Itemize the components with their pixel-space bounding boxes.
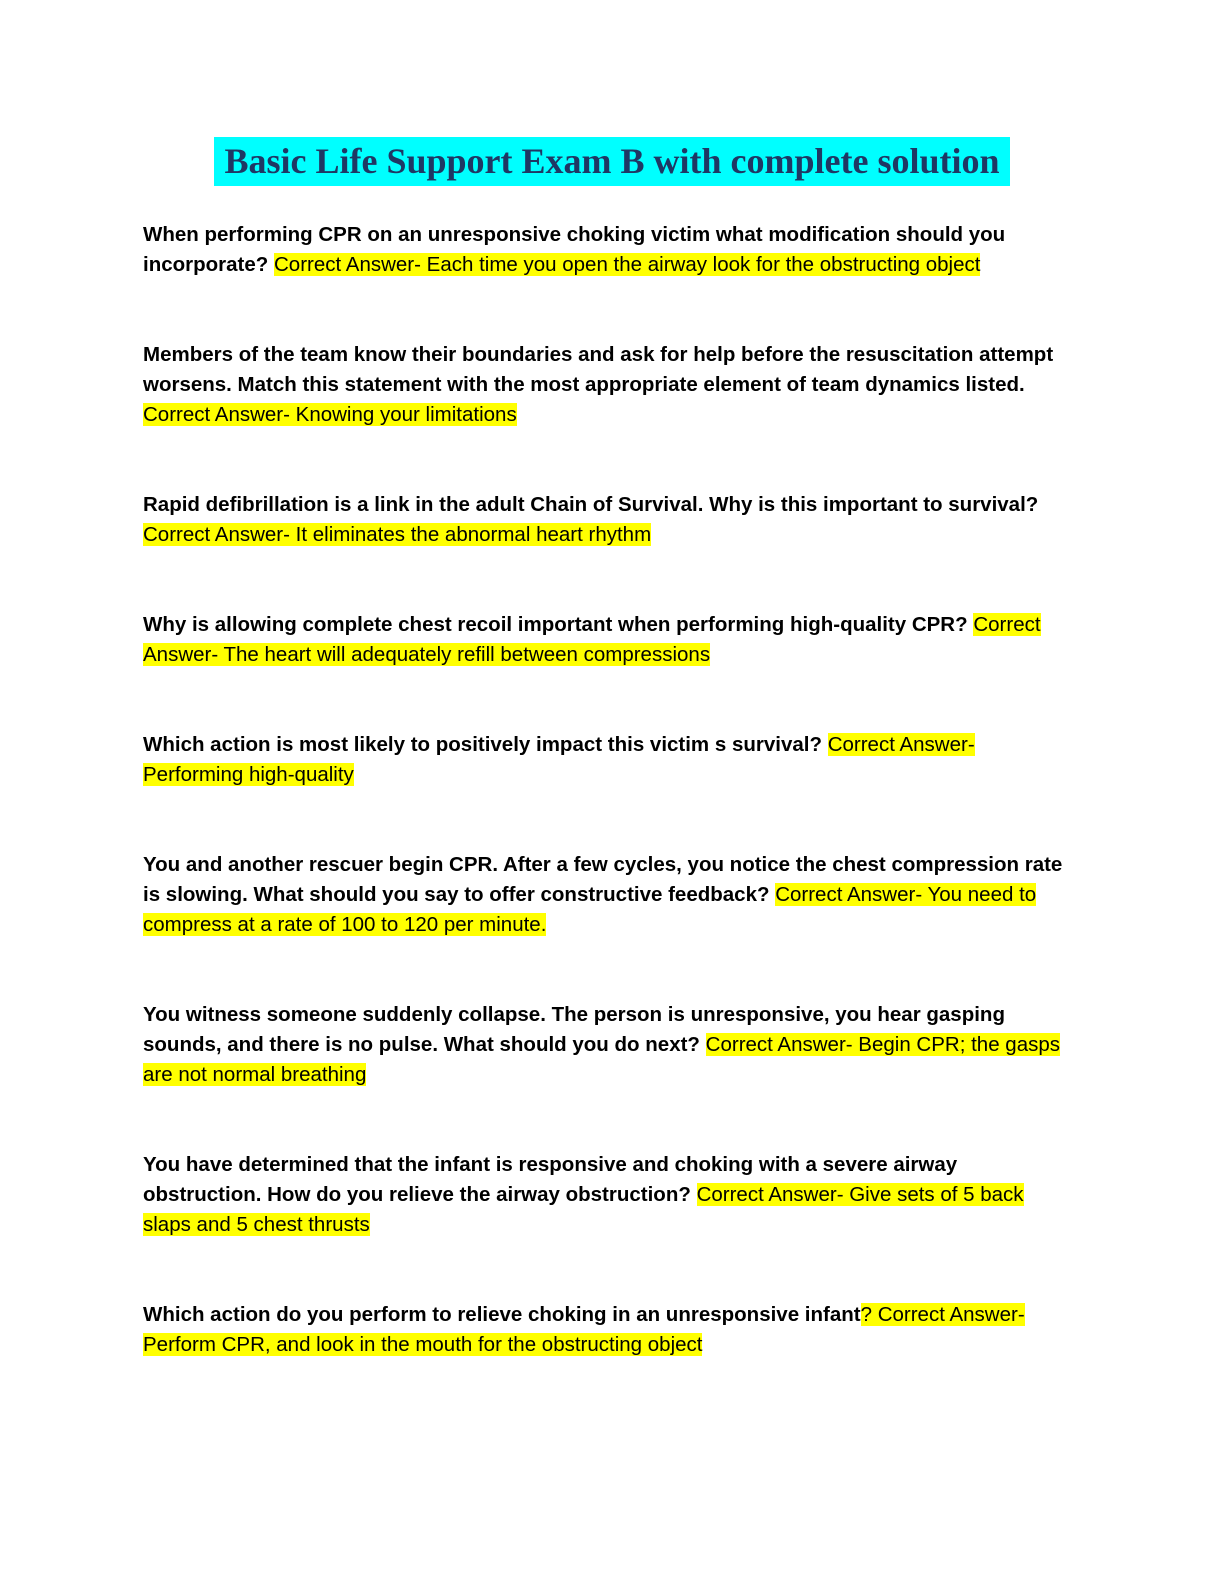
qa-paragraph	[143, 1000, 1073, 1090]
qa-paragraph	[143, 490, 1073, 550]
answer-highlight: Correct Answer- Each time you open the airway look for the obstructing object	[274, 253, 981, 276]
answer-highlight: Correct Answer- Give sets of 5 back slaps and 5 chest thrusts	[143, 1183, 1024, 1236]
qa-paragraph	[143, 730, 1073, 790]
answer-highlight: Correct Answer- You need to compress at a rate of 100 to 120 per minute.	[143, 883, 1037, 936]
qa-paragraph	[143, 1150, 1073, 1240]
question-text: You witness someone suddenly collapse. The person is unresponsive, you hear gasping sounds, and there is no pulse. What should you do next?	[143, 1003, 1005, 1056]
question-answer-separator	[822, 733, 828, 756]
page-title: Basic Life Support Exam B with complete solution	[214, 137, 1009, 186]
question-text: Members of the team know their boundaries and ask for help before the resuscitation attempt worsens. Match this statement with the most appropriate element of team dynamics listed.	[143, 343, 1054, 396]
question-text: Rapid defibrillation is a link in the adult Chain of Survival. Why is this important to survival?	[143, 493, 1039, 516]
question-text: Which action do you perform to relieve choking in an unresponsive infant	[143, 1303, 861, 1326]
qa-paragraph	[143, 1300, 1073, 1360]
answer-highlight: Correct Answer- Begin CPR; the gasps are not normal breathing	[143, 1033, 1061, 1086]
answer-highlight: ? Correct Answer- Perform CPR, and look in the mouth for the obstructing object	[143, 1303, 1025, 1356]
answer-highlight: Correct Answer- The heart will adequately refill between compressions	[143, 613, 1041, 666]
question-text: You have determined that the infant is responsive and choking with a severe airway obstruction. How do you relieve the airway obstruction?	[143, 1153, 958, 1206]
question-answer-separator	[700, 1033, 706, 1056]
title-row	[0, 137, 1224, 186]
question-text: When performing CPR on an unresponsive choking victim what modification should you incorporate?	[143, 223, 1006, 276]
qa-paragraph	[143, 610, 1073, 670]
question-text: You and another rescuer begin CPR. After a few cycles, you notice the chest compression rate is slowing. What should you say to offer constructive feedback?	[143, 853, 1063, 906]
question-text: Why is allowing complete chest recoil important when performing high-quality CPR?	[143, 613, 968, 636]
question-answer-separator	[691, 1183, 697, 1206]
qa-paragraph	[143, 850, 1073, 940]
answer-highlight: Correct Answer- It eliminates the abnormal heart rhythm	[143, 523, 652, 546]
qa-paragraph	[143, 340, 1073, 430]
answer-highlight: Correct Answer- Knowing your limitations	[143, 403, 517, 426]
qa-paragraph	[143, 220, 1073, 280]
answer-highlight: Correct Answer- Performing high-quality	[143, 733, 975, 786]
question-text: Which action is most likely to positively impact this victim s survival?	[143, 733, 822, 756]
qa-list	[143, 220, 1073, 1420]
